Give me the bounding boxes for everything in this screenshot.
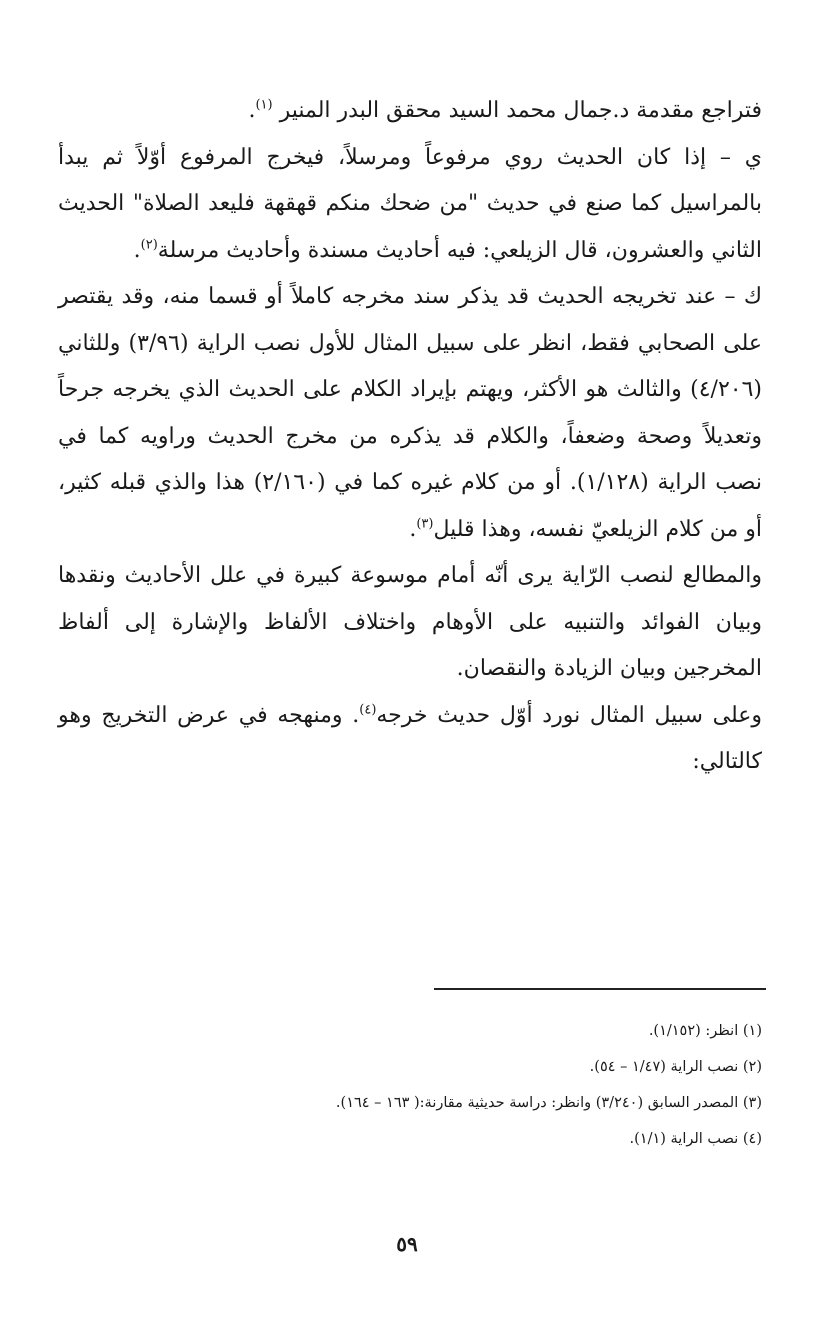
footnotes xyxy=(58,1013,762,1157)
page-number: ٥٩ xyxy=(396,1232,418,1256)
footnote-ref-2: (٢) xyxy=(140,237,158,253)
paragraph-4-text: والمطالع لنصب الرّاية يرى أنّه أمام موسوعة كبيرة في علل الأحاديث ونقدها وبيان الفوائد والتنبيه على الأوهام واختلاف الألفاظ والإشارة إلى ألفاظ المخرجين وبيان الزيادة والنقصان. xyxy=(58,563,762,681)
footnote-2: (٢) نصب الراية (١/٤٧ – ٥٤). xyxy=(589,1059,762,1075)
footnote-3: (٣) المصدر السابق (٣/٢٤٠) وانظر: دراسة حديثية مقارنة:( ١٦٣ – ١٦٤). xyxy=(335,1095,762,1111)
paragraph-5-text: وعلى سبيل المثال نورد أوّل حديث خرجه xyxy=(376,702,762,728)
paragraph-5-end: . ومنهجه في عرض التخريج وهو كالتالي: xyxy=(58,702,762,774)
paragraph-4 xyxy=(58,553,762,693)
paragraph-3 xyxy=(58,274,762,553)
paragraph-3-text: ك – عند تخريجه الحديث قد يذكر سند مخرجه كاملاً أو قسما منه، وقد يقتصر على الصحابي فقط، انظر على سبيل المثال للأول نصب الراية (٣/٩٦) وللثاني (٤/٢٠٦) والثالث هو الأكثر، ويهتم بإيراد الكلام على الحديث الذي يخرجه جرحاً وتعديلاً وصحة وضعفاً، والكلام قد يذكره من مخرج الحديث وراويه كما في نصب الراية (١/١٢٨). أو من كلام غيره كما في (٢/١٦٠) هذا والذي قبله كثير، أو من كلام الزيلعيّ نفسه، وهذا قليل xyxy=(58,284,762,542)
paragraph-5 xyxy=(58,693,762,786)
main-text xyxy=(58,88,762,786)
paragraph-1 xyxy=(58,88,762,135)
paragraph-2-end: . xyxy=(133,237,141,263)
footnote-ref-1: (١) xyxy=(255,97,273,113)
footnote-ref-4: (٤) xyxy=(359,702,377,718)
paragraph-2-text: ي – إذا كان الحديث روي مرفوعاً ومرسلاً، فيخرج المرفوع أوّلاً ثم يبدأ بالمراسيل كما صنع في حديث "من ضحك منكم قهقهة فليعد الصلاة" الحديث الثاني والعشرون، قال الزيلعي: فيه أحاديث مسندة وأحاديث مرسلة xyxy=(58,144,762,263)
footnote-ref-3: (٣) xyxy=(416,516,434,532)
footnote-4: (٤) نصب الراية (١/١). xyxy=(629,1131,762,1147)
paragraph-1-end: . xyxy=(248,98,256,123)
paragraph-2 xyxy=(58,135,762,275)
paragraph-3-end: . xyxy=(409,516,417,542)
footnote-1: (١) انظر: (١/١٥٢). xyxy=(648,1023,762,1039)
footnote-divider xyxy=(434,988,766,990)
paragraph-1-text: فتراجع مقدمة د.جمال محمد السيد محقق البدر المنير xyxy=(272,98,762,123)
